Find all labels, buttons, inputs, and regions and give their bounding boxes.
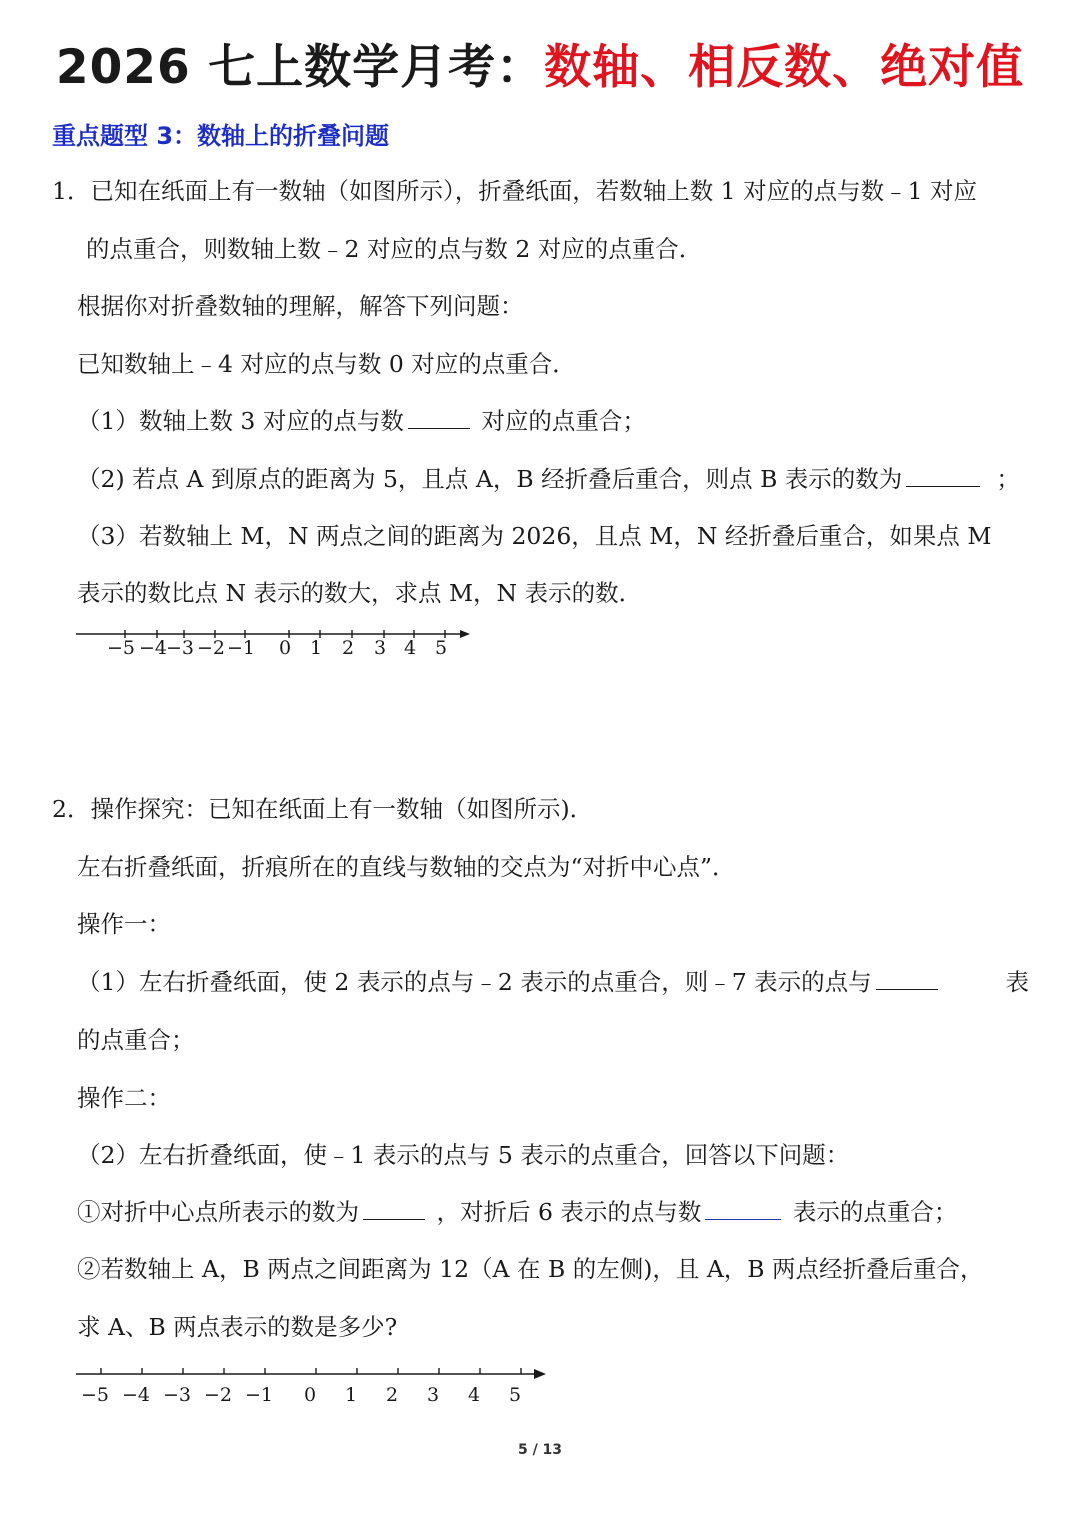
tick-label: −3	[162, 1384, 192, 1406]
tick-label: −1	[244, 1384, 274, 1406]
q2-sub2-line1: ②若数轴上 A，B 两点之间距离为 12（A 在 B 的左侧)，且 A，B 两点经折叠后重合，	[77, 1255, 984, 1283]
q1-part1	[77, 406, 646, 436]
q1-instruction: 根据你对折叠数轴的理解，解答下列问题：	[77, 292, 524, 320]
q2-part1-text: （1）左右折叠纸面，使 2 表示的点与﹣2 表示的点重合，则﹣7 表示的点与	[77, 968, 872, 996]
answer-blank[interactable]	[705, 1197, 781, 1220]
q2-sub1-text-end: 表示的点重合；	[792, 1198, 958, 1226]
q2-part1-text-end: 表	[1005, 968, 1029, 996]
tick-label: 1	[344, 1384, 358, 1406]
title-main: 2026 七上数学月考：	[55, 40, 545, 95]
q2-sub1	[77, 1197, 957, 1227]
axis-arrow	[460, 630, 470, 638]
q1-stem-line1: 1．已知在纸面上有一数轴（如图所示），折叠纸面，若数轴上数 1 对应的点与数﹣1 对应	[52, 177, 978, 205]
q2-part2: （2）左右折叠纸面，使﹣1 表示的点与 5 表示的点重合，回答以下问题：	[77, 1141, 850, 1169]
tick-label: −2	[196, 637, 226, 659]
q2-operation1-label: 操作一：	[77, 910, 171, 938]
page-title	[0, 30, 1080, 97]
q2-sub1-text: ①对折中心点所表示的数为	[77, 1198, 359, 1226]
answer-blank[interactable]	[906, 464, 980, 487]
tick-label: −2	[203, 1384, 233, 1406]
section-heading: 重点题型 3：数轴上的折叠问题	[52, 122, 390, 150]
q1-part2-text-end: ；	[996, 465, 1020, 493]
tick-label: −4	[121, 1384, 151, 1406]
tick-label: 0	[278, 637, 292, 659]
q2-stem-line1: 2．操作探究：已知在纸面上有一数轴（如图所示)．	[52, 795, 594, 823]
q1-part2	[77, 464, 1020, 494]
number-line-1	[74, 620, 484, 664]
tick-label: 1	[309, 637, 323, 659]
tick-label: 3	[373, 637, 387, 659]
answer-blank[interactable]	[876, 967, 938, 990]
tick-label: 2	[341, 637, 355, 659]
page-number: 5 / 13	[517, 1442, 563, 1458]
tick-label: −1	[226, 637, 256, 659]
number-line-2	[74, 1360, 554, 1410]
q2-sub2-line2: 求 A、B 两点表示的数是多少?	[77, 1313, 398, 1341]
answer-blank[interactable]	[363, 1197, 425, 1220]
q1-part1-text-end: 对应的点重合；	[481, 407, 646, 435]
tick-label: 4	[467, 1384, 481, 1406]
tick-label: −5	[106, 637, 136, 659]
tick-label: 5	[434, 637, 448, 659]
tick-label: 2	[385, 1384, 399, 1406]
tick-label: 3	[426, 1384, 440, 1406]
q2-part1-line2: 的点重合；	[77, 1026, 195, 1054]
tick-label: −5	[80, 1384, 110, 1406]
q1-part1-text: （1）数轴上数 3 对应的点与数	[77, 407, 404, 435]
tick-label: 4	[403, 637, 417, 659]
axis-arrow	[534, 1369, 546, 1379]
q1-part3-line1: （3）若数轴上 M，N 两点之间的距离为 2026，且点 M，N 经折叠后重合，如果点 M	[77, 522, 992, 550]
q1-stem-line2: 的点重合，则数轴上数﹣2 对应的点与数 2 对应的点重合．	[86, 235, 703, 263]
q1-condition: 已知数轴上﹣4 对应的点与数 0 对应的点重合．	[77, 350, 576, 378]
q2-operation2-label: 操作二：	[77, 1084, 171, 1112]
tick-label: −4	[138, 637, 168, 659]
q2-sub1-text-mid: ，对折后 6 表示的点与数	[436, 1198, 702, 1226]
q2-stem-line2: 左右折叠纸面，折痕所在的直线与数轴的交点为“对折中心点”．	[77, 853, 736, 881]
tick-label: 0	[303, 1384, 317, 1406]
tick-label: 5	[508, 1384, 522, 1406]
q1-part2-text: （2) 若点 A 到原点的距离为 5，且点 A，B 经折叠后重合，则点 B 表示的数为	[77, 465, 903, 493]
q1-part3-line2: 表示的数比点 N 表示的数大，求点 M，N 表示的数．	[77, 579, 643, 607]
title-topic: 数轴、相反数、绝对值	[544, 40, 1025, 95]
answer-blank[interactable]	[408, 406, 470, 429]
tick-label: −3	[165, 637, 195, 659]
q2-part1-line1	[77, 967, 1029, 997]
